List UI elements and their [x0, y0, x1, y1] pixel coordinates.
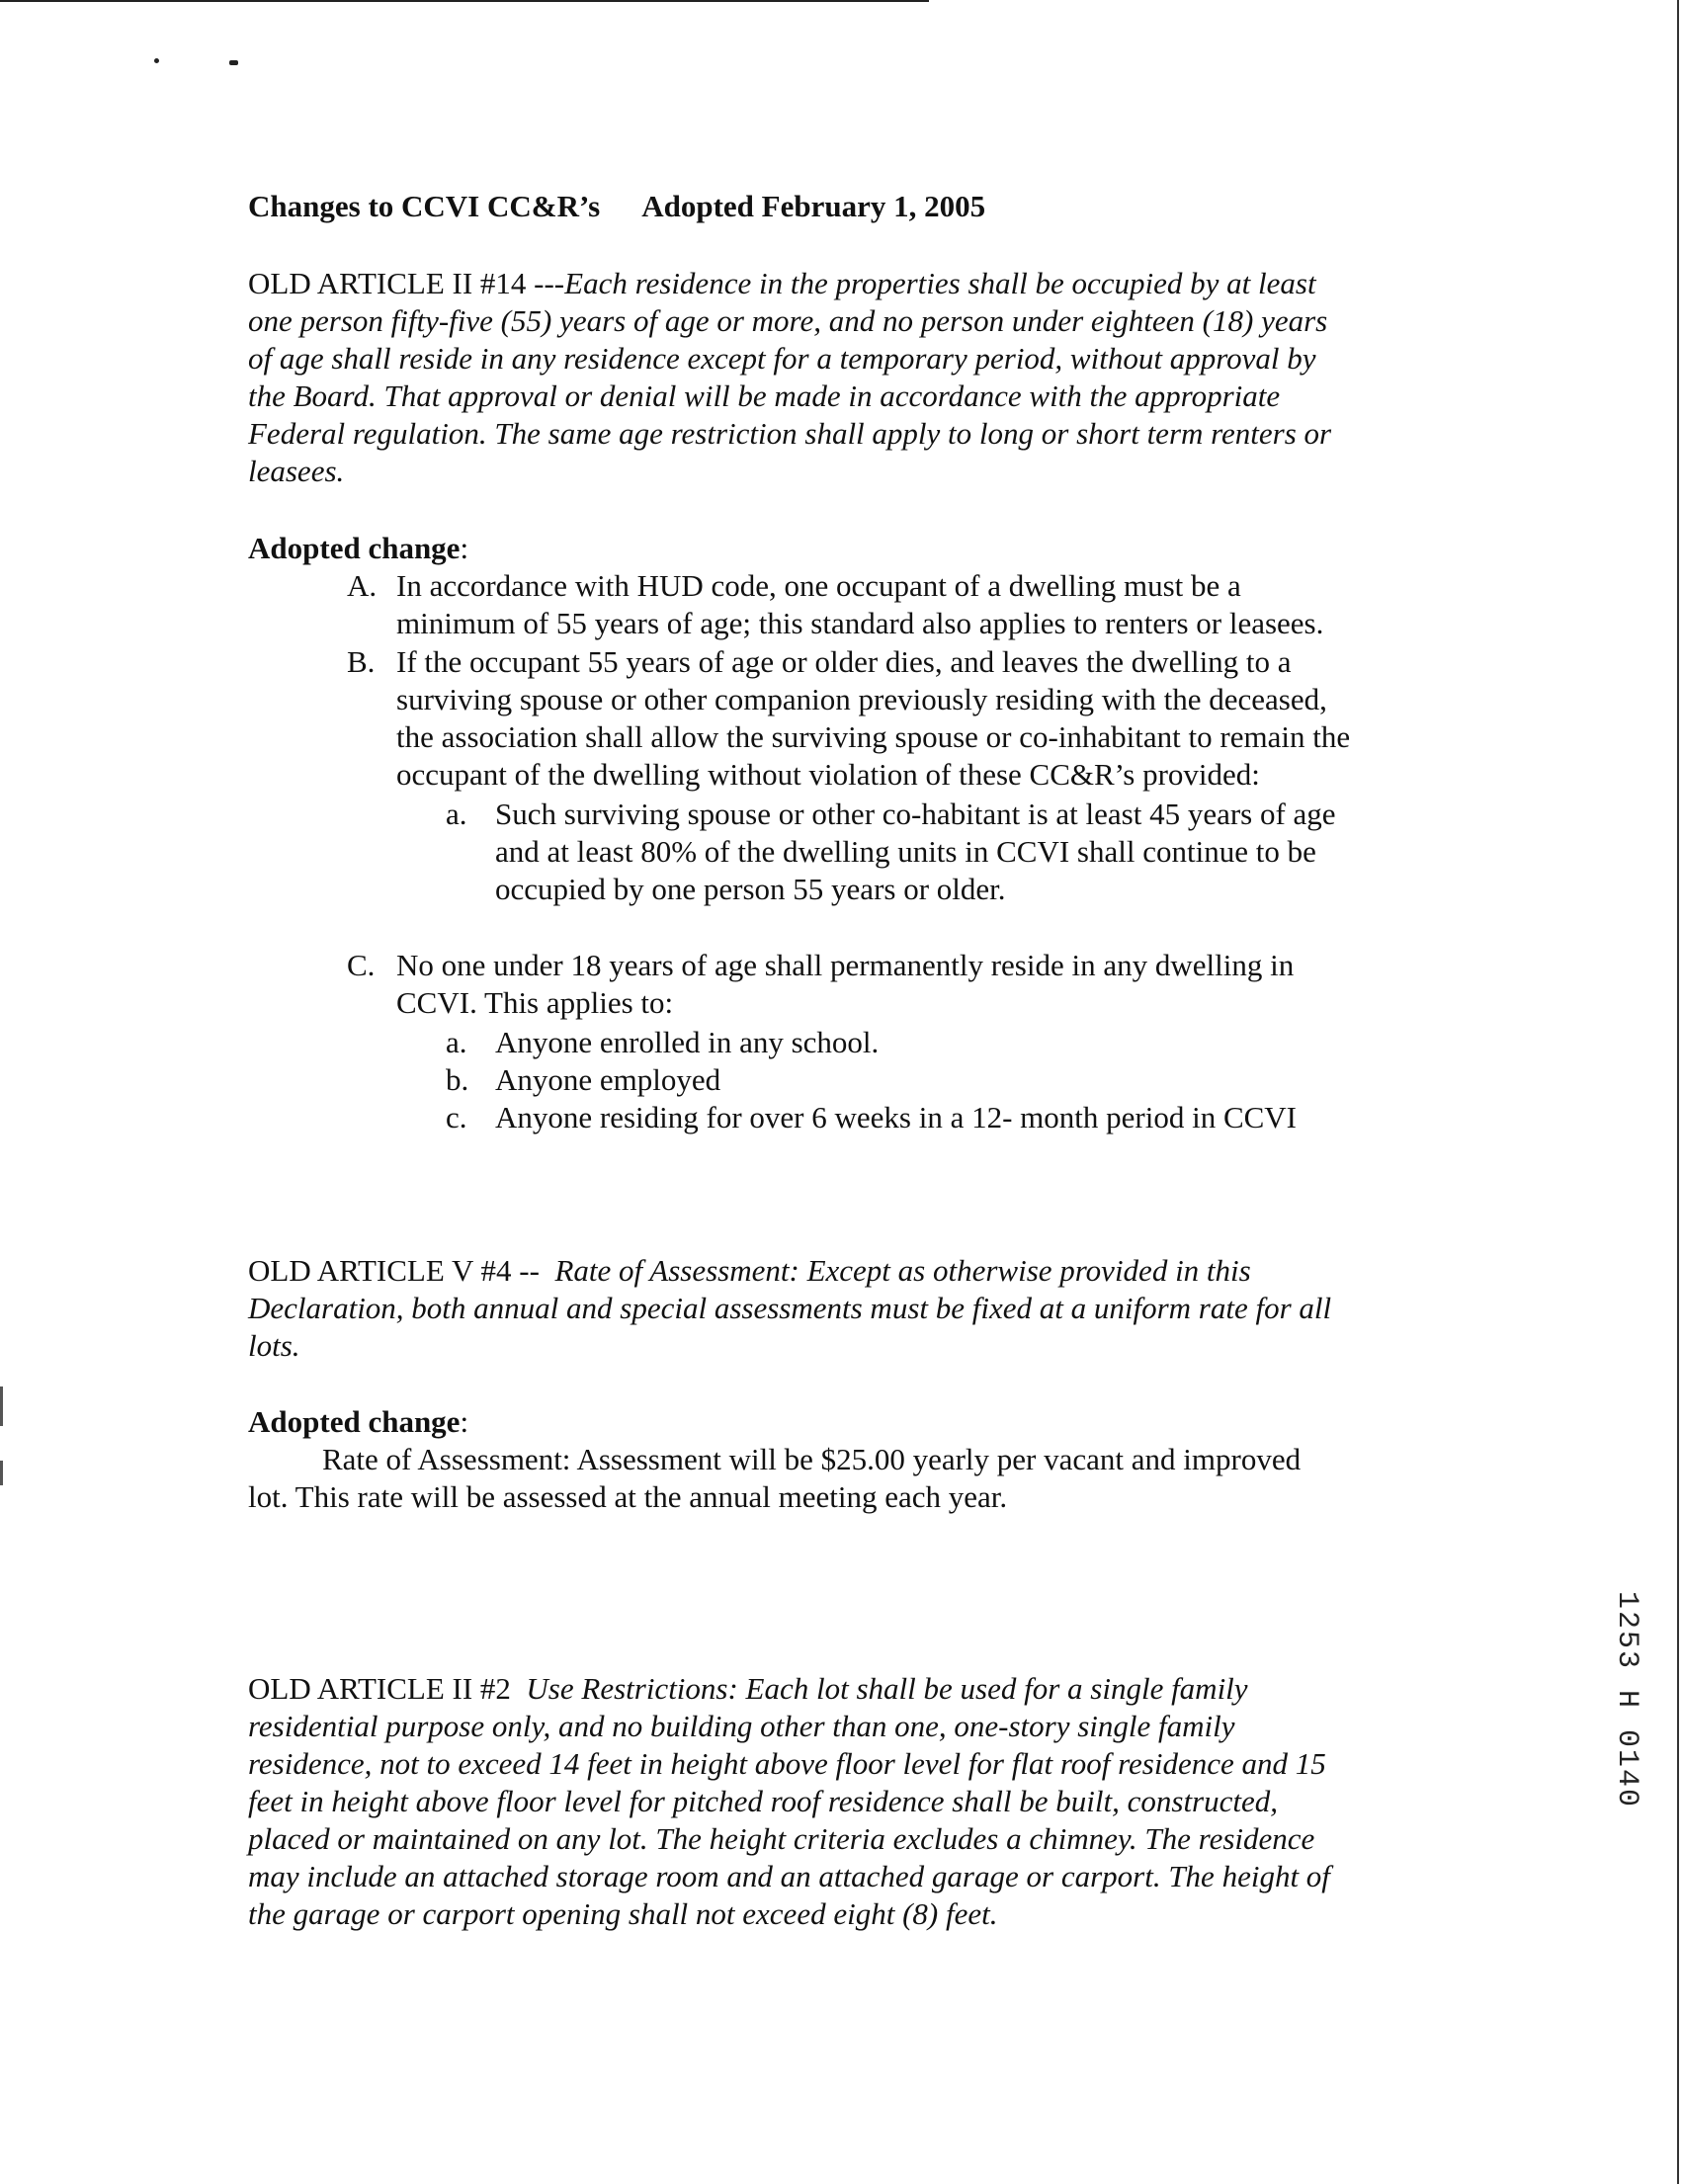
article-text-line: Each residence in the properties shall be occupied by at least: [564, 266, 1316, 300]
recording-stamp: [1608, 1591, 1647, 1848]
list-marker: A.: [347, 568, 378, 603]
list-text-line: occupied by one person 55 years or older.: [495, 872, 1006, 906]
adopted-text-line: lot. This rate will be assessed at the annual meeting each year.: [248, 1479, 1008, 1514]
list-text-line: occupant of the dwelling without violation of these CC&R’s provided:: [396, 757, 1260, 792]
list-marker: B.: [347, 644, 376, 679]
article-text-line: of age shall reside in any residence except for a temporary period, without approval by: [248, 341, 1316, 376]
scan-speck: [154, 58, 159, 63]
article-text-line: Rate of Assessment: Except as otherwise provided in this: [554, 1253, 1251, 1288]
recording-stamp-graphic: [1608, 1591, 1647, 1848]
scan-edge-top: [0, 0, 929, 2]
scan-edge-mark: [0, 1461, 3, 1485]
list-marker: a.: [446, 797, 467, 831]
scan-edge-mark: [0, 1386, 3, 1426]
adopted-change-label: Adopted change: [248, 1404, 461, 1439]
list-marker: a.: [446, 1025, 467, 1059]
list-text-line: and at least 80% of the dwelling units in CCVI shall continue to be: [495, 834, 1316, 869]
list-text-line: In accordance with HUD code, one occupant of a dwelling must be a: [396, 568, 1241, 603]
list-item-b: [248, 643, 1434, 794]
article-text-line: leasees.: [248, 454, 345, 488]
list-text-line: Anyone employed: [495, 1062, 721, 1097]
title-date: Adopted February 1, 2005: [641, 189, 986, 223]
list-text-line: the association shall allow the surviving spouse or co-inhabitant to remain the: [396, 719, 1351, 754]
adopted-colon: :: [460, 531, 469, 565]
article-text-line: Use Restrictions: Each lot shall be used for a single family: [526, 1671, 1248, 1706]
adopted-colon: :: [460, 1404, 469, 1439]
article-text-line: the Board. That approval or denial will be made in accordance with the appropriate: [248, 378, 1281, 413]
article-text-line: one person fifty-five (55) years of age or more, and no person under eighteen (18) years: [248, 303, 1328, 338]
article-text-line: the garage or carport opening shall not exceed eight (8) feet.: [248, 1896, 998, 1931]
article-text-line: placed or maintained on any lot. The height criteria excludes a chimney. The residence: [248, 1821, 1315, 1856]
list-subitem: [446, 1099, 1434, 1136]
article-lead: OLD ARTICLE V #4 --: [248, 1253, 555, 1288]
article-text-line: lots.: [248, 1328, 300, 1363]
list-item-c: [248, 947, 1434, 1022]
old-article-v-4: [248, 1252, 1434, 1365]
list-text-line: If the occupant 55 years of age or older dies, and leaves the dwelling to a: [396, 644, 1292, 679]
article-lead: OLD ARTICLE II #14 ---: [248, 266, 565, 300]
list-text-line: minimum of 55 years of age; this standard also applies to renters or leasees.: [396, 606, 1324, 640]
list-subitem: [446, 1061, 1434, 1099]
list-marker: c.: [446, 1100, 467, 1134]
old-article-ii-2: [248, 1670, 1434, 1933]
article-text-line: may include an attached storage room and an attached garage or carport. The height of: [248, 1859, 1330, 1893]
adopted-text-line: Rate of Assessment: Assessment will be $25.00 yearly per vacant and improved: [322, 1442, 1302, 1476]
list-item-b-a: [248, 796, 1434, 908]
adopted-change-2: [248, 1403, 1434, 1516]
list-text-line: Anyone enrolled in any school.: [495, 1025, 880, 1059]
recording-stamp-text: 1253 H 0140: [1610, 1591, 1643, 1809]
page-title: [248, 188, 985, 225]
scan-speck: [229, 60, 238, 65]
article-text-line: feet in height above floor level for pitched roof residence shall be built, constructed,: [248, 1784, 1278, 1818]
list-item-c-subitems: [248, 1024, 1434, 1136]
article-text-line: residential purpose only, and no building other than one, one-story single family: [248, 1709, 1235, 1743]
article-text-line: residence, not to exceed 14 feet in height above floor level for flat roof residence and 15: [248, 1746, 1326, 1781]
article-text-line: Declaration, both annual and special assessments must be fixed at a uniform rate for all: [248, 1291, 1332, 1325]
list-text-line: Anyone residing for over 6 weeks in a 12- month period in CCVI: [495, 1100, 1298, 1134]
old-article-ii-14: [248, 265, 1434, 490]
list-item-a: [248, 567, 1434, 642]
list-marker: C.: [347, 948, 376, 982]
list-text-line: surviving spouse or other companion previously residing with the deceased,: [396, 682, 1327, 716]
list-subitem: [446, 1024, 1434, 1061]
list-text-line: Such surviving spouse or other co-habitant is at least 45 years of age: [495, 797, 1336, 831]
list-marker: b.: [446, 1062, 469, 1097]
list-text-line: No one under 18 years of age shall permanently reside in any dwelling in: [396, 948, 1295, 982]
title-left: Changes to CCVI CC&R’s: [248, 189, 601, 223]
article-text-line: Federal regulation. The same age restriction shall apply to long or short term renters or: [248, 416, 1332, 451]
article-lead: OLD ARTICLE II #2: [248, 1671, 527, 1706]
list-text-line: CCVI. This applies to:: [396, 985, 674, 1020]
adopted-change-heading: [248, 530, 1434, 567]
adopted-change-label: Adopted change: [248, 531, 461, 565]
scan-edge-right: [1677, 0, 1679, 2184]
